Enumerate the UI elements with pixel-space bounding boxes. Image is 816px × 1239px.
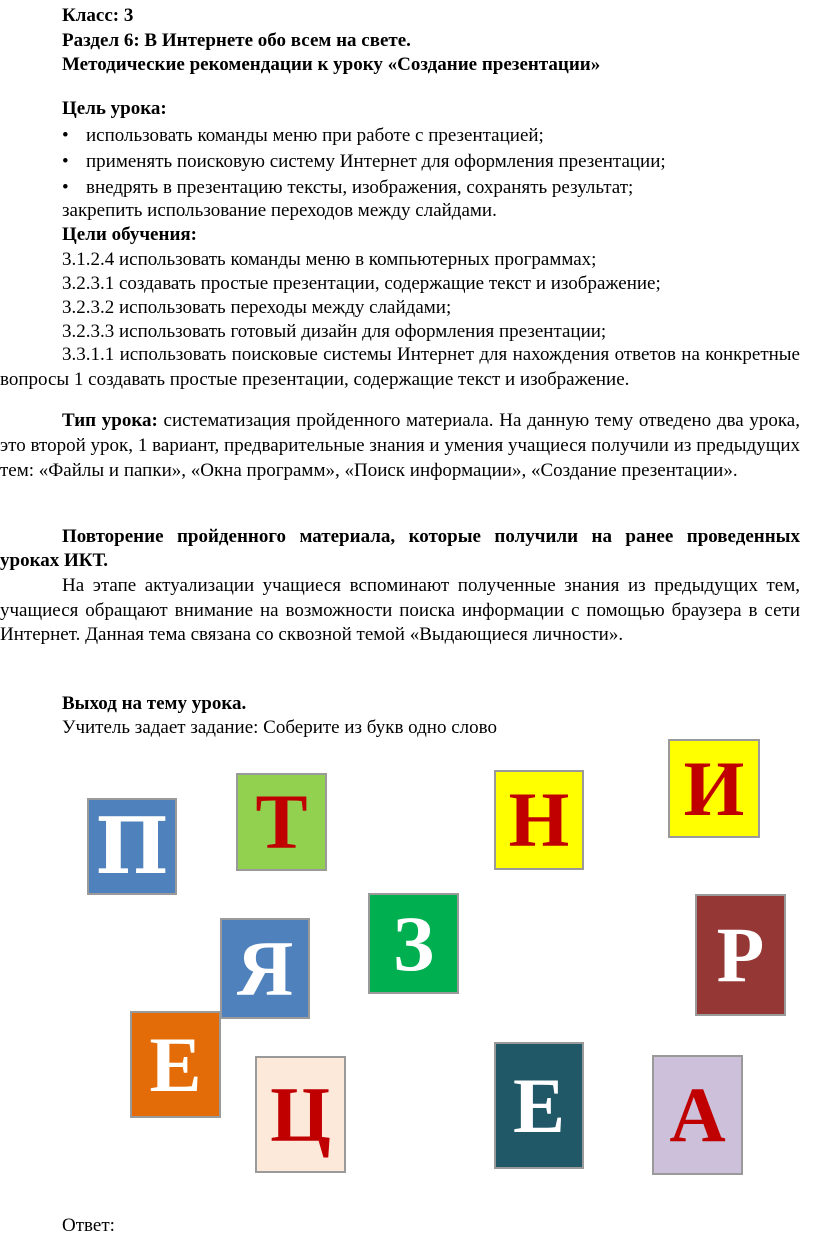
topic-heading: Выход на тему урока.	[62, 693, 247, 714]
letter-card-p: П	[87, 798, 177, 895]
bullet-icon: •	[62, 177, 69, 198]
letter-card-e: Е	[130, 1011, 221, 1118]
objective-item: 3.2.3.2 использовать переходы между слайдами;	[62, 297, 452, 318]
letter-card-e2: Е	[494, 1042, 584, 1169]
letter-card-i: И	[668, 739, 760, 838]
letter-card-n: Н	[494, 770, 584, 870]
objective-item: 3.2.3.3 использовать готовый дизайн для оформления презентации;	[62, 321, 607, 342]
objective-item: 3.2.3.1 создавать простые презентации, содержащие текст и изображение;	[62, 273, 661, 294]
goal-heading: Цель урока:	[62, 98, 167, 119]
objective-item: 3.1.2.4 использовать команды меню в компьютерных программах;	[62, 249, 597, 270]
topic-task: Учитель задает задание: Соберите из букв одно слово	[62, 717, 497, 738]
lesson-type-text: систематизация пройденного материала. На данную тему отведено два урока, это второй урок, 1 вариант, предварительные знания и умения учащиеся получили из предыдущих тем: «Файлы и папки», «Окна программ», «Поиск информации», «Создание презентации».	[0, 410, 800, 481]
letter-card-z: З	[368, 893, 459, 994]
answer-label: Ответ:	[62, 1215, 115, 1236]
review-heading: Повторение пройденного материала, которые получили на ранее проведенных уроках ИКТ.	[0, 526, 800, 571]
lesson-type-label: Тип урока:	[62, 410, 158, 431]
lesson-type-paragraph	[0, 408, 800, 483]
letter-card-ts: Ц	[255, 1056, 346, 1173]
document-title: Методические рекомендации к уроку «Создание презентации»	[62, 54, 601, 75]
letter-card-ya: Я	[220, 918, 310, 1019]
section-line: Раздел 6: В Интернете обо всем на свете.	[62, 30, 411, 51]
grade-line: Класс: 3	[62, 5, 134, 26]
review-paragraph: На этапе актуализации учащиеся вспоминают полученные знания из предыдущих тем, учащиеся обращают внимание на возможности поиска информации с помощью браузера в сети Интернет. Данная тема связана со сквозной темой «Выдающиеся личности».	[0, 575, 800, 645]
letter-card-t: Т	[236, 773, 327, 871]
letter-card-a: А	[652, 1055, 743, 1175]
bullet-icon: •	[62, 151, 69, 172]
objective-item-last: 3.3.1.1 использовать поисковые системы Интернет для нахождения ответов на конкретные вопросы 1 создавать простые презентации, содержащие текст и изображение.	[0, 344, 800, 390]
letter-card-r: Р	[695, 894, 786, 1016]
objectives-heading: Цели обучения:	[62, 224, 197, 245]
bullet-icon: •	[62, 125, 69, 146]
goal-after: закрепить использование переходов между слайдами.	[62, 200, 497, 221]
